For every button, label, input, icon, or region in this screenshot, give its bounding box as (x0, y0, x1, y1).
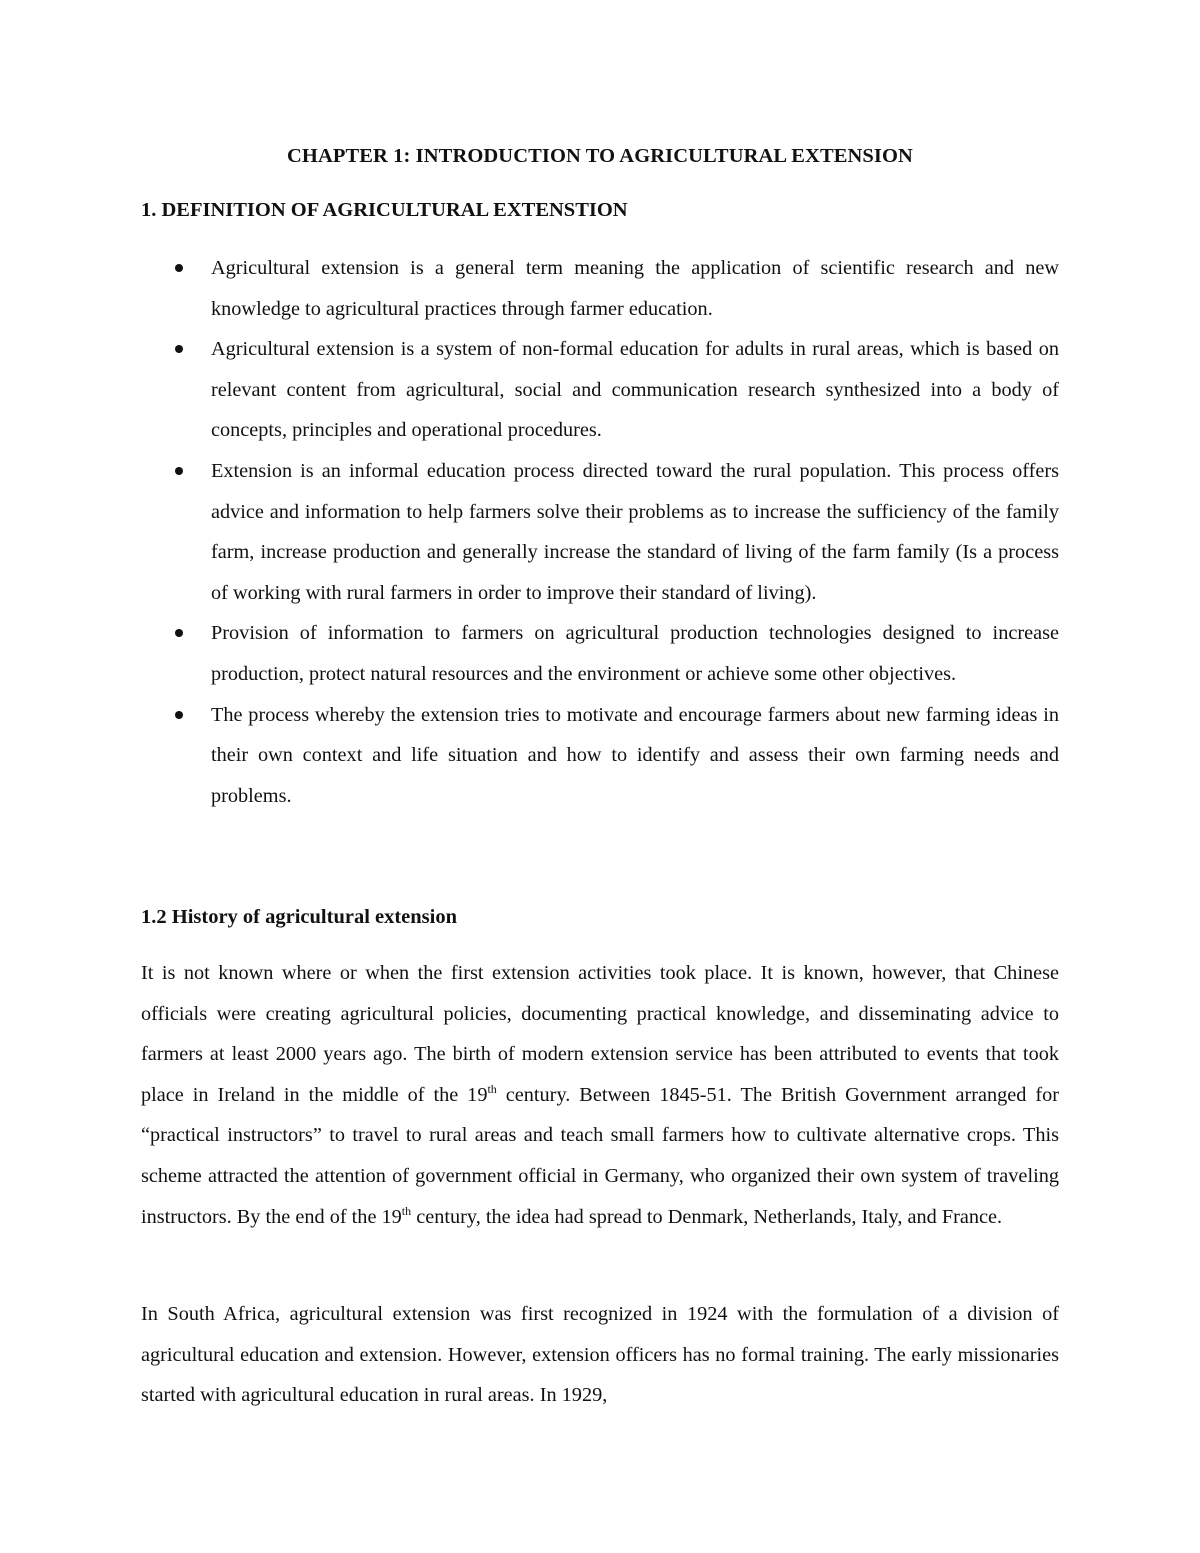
bullet-text: Agricultural extension is a general term meaning the application of scientific research and new knowledge to agricultural practices through farmer education. (211, 257, 1059, 320)
bullet-item (141, 613, 1059, 694)
bullet-text: The process whereby the extension tries to motivate and encourage farmers about new farming ideas in their own context and life situation and how to identify and assess their own farming needs and problems. (211, 703, 1059, 807)
bullet-text: Provision of information to farmers on agricultural production technologies designed to increase production, protect natural resources and the environment or achieve some other objectives. (211, 622, 1059, 685)
superscript: th (487, 1082, 497, 1097)
paragraph-text: century. Between 1845-51. The British Government arranged for “practical instructors” to travel to rural areas and teach small farmers how to cultivate alternative crops. This scheme attracted the attention of government official in Germany, who organized their own system of traveling instructors. By the end of the 19 (141, 1083, 1059, 1228)
bullet-icon (175, 467, 183, 475)
bullet-icon (175, 345, 183, 353)
section-heading-history: 1.2 History of agricultural extension (141, 906, 458, 928)
south-africa-paragraph: In South Africa, agricultural extension was first recognized in 1924 with the formulation of a division of agricultural education and extension. However, extension officers has no formal training. The early missionaries started with agricultural education in rural areas. In 1929, (141, 1303, 1059, 1407)
bullet-text: Agricultural extension is a system of non-formal education for adults in rural areas, which is based on relevant content from agricultural, social and communication research synthesized into a body of concepts, principles and operational procedures. (211, 338, 1059, 442)
history-paragraph (141, 953, 1059, 1237)
superscript: th (401, 1203, 412, 1218)
bullet-item (141, 695, 1059, 817)
section-heading-definition: 1. DEFINITION OF AGRICULTURAL EXTENSTION (141, 199, 628, 221)
bullet-icon (175, 264, 183, 272)
bullet-icon (175, 711, 183, 719)
bullet-icon (175, 629, 183, 637)
definition-bullet-list (141, 248, 1059, 816)
paragraph-text: It is not known where or when the first extension activities took place. It is known, however, that Chinese officials were creating agricultural policies, documenting practical knowledge, and disseminating advice to farmers at least 2000 years ago. The birth of modern extension service has been attributed to events that took place in Ireland in the middle of the 19 (141, 962, 1059, 1106)
chapter-title: CHAPTER 1: INTRODUCTION TO AGRICULTURAL EXTENSION (287, 145, 913, 167)
bullet-item (141, 248, 1059, 329)
bullet-item (141, 451, 1059, 613)
bullet-item (141, 329, 1059, 451)
bullet-text: Extension is an informal education process directed toward the rural population. This process offers advice and information to help farmers solve their problems as to increase the sufficiency of the family farm, increase production and generally increase the standard of living of the farm family (Is a process of working with rural farmers in order to improve their standard of living). (211, 459, 1059, 604)
paragraph-text: century, the idea had spread to Denmark, Netherlands, Italy, and France. (411, 1205, 1003, 1228)
